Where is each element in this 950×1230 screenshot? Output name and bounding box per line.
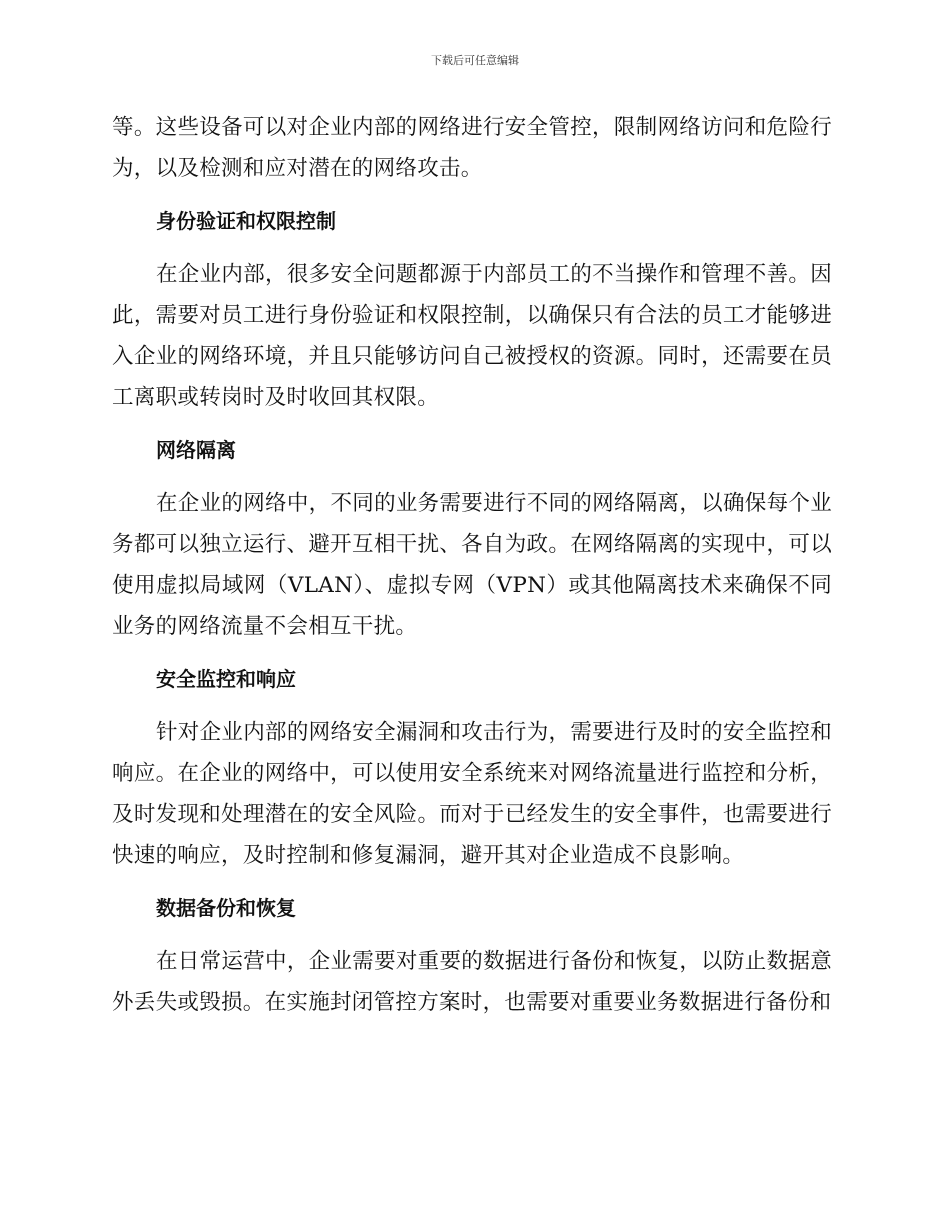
spacer [112,647,832,659]
page-header: 下载后可任意编辑 [431,54,519,67]
paragraph-intro-continued: 等。这些设备可以对企业内部的网络进行安全管控，限制网络访问和危险行为，以及检测和应对潜在的网络攻击。 [112,115,832,181]
spacer [112,418,832,430]
spacer [112,700,832,712]
heading-data-backup: 数据备份和恢复 [156,896,296,920]
heading-network-isolation: 网络隔离 [156,438,236,462]
spacer [112,929,832,941]
heading-identity-auth: 身份验证和权限控制 [156,209,336,233]
paragraph-data-backup: 在日常运营中，企业需要对重要的数据进行备份和恢复，以防止数据意外丢失或毁损。在实施封闭管控方案时，也需要对重要业务数据进行备份和 [112,949,832,1015]
spacer [112,189,832,201]
spacer [112,876,832,888]
spacer [112,242,832,254]
paragraph-security-monitoring: 针对企业内部的网络安全漏洞和攻击行为，需要进行及时的安全监控和响应。在企业的网络中，可以使用安全系统来对网络流量进行监控和分析，及时发现和处理潜在的安全风险。而对于已经发生的安全事件，也需要进行快速的响应，及时控制和修复漏洞，避开其对企业造成不良影响。 [112,720,832,868]
spacer [112,471,832,483]
heading-security-monitoring: 安全监控和响应 [156,667,296,691]
paragraph-network-isolation: 在企业的网络中，不同的业务需要进行不同的网络隔离，以确保每个业务都可以独立运行、避开互相干扰、各自为政。在网络隔离的实现中，可以使用虚拟局域网（VLAN）、虚拟专网（VPN）或其他隔离技术来确保不同业务的网络流量不会相互干扰。 [112,491,832,639]
paragraph-identity-auth: 在企业内部，很多安全问题都源于内部员工的不当操作和管理不善。因此，需要对员工进行身份验证和权限控制，以确保只有合法的员工才能够进入企业的网络环境，并且只能够访问自己被授权的资源。同时，还需要在员工离职或转岗时及时收回其权限。 [112,262,832,410]
document-body [112,107,832,1023]
